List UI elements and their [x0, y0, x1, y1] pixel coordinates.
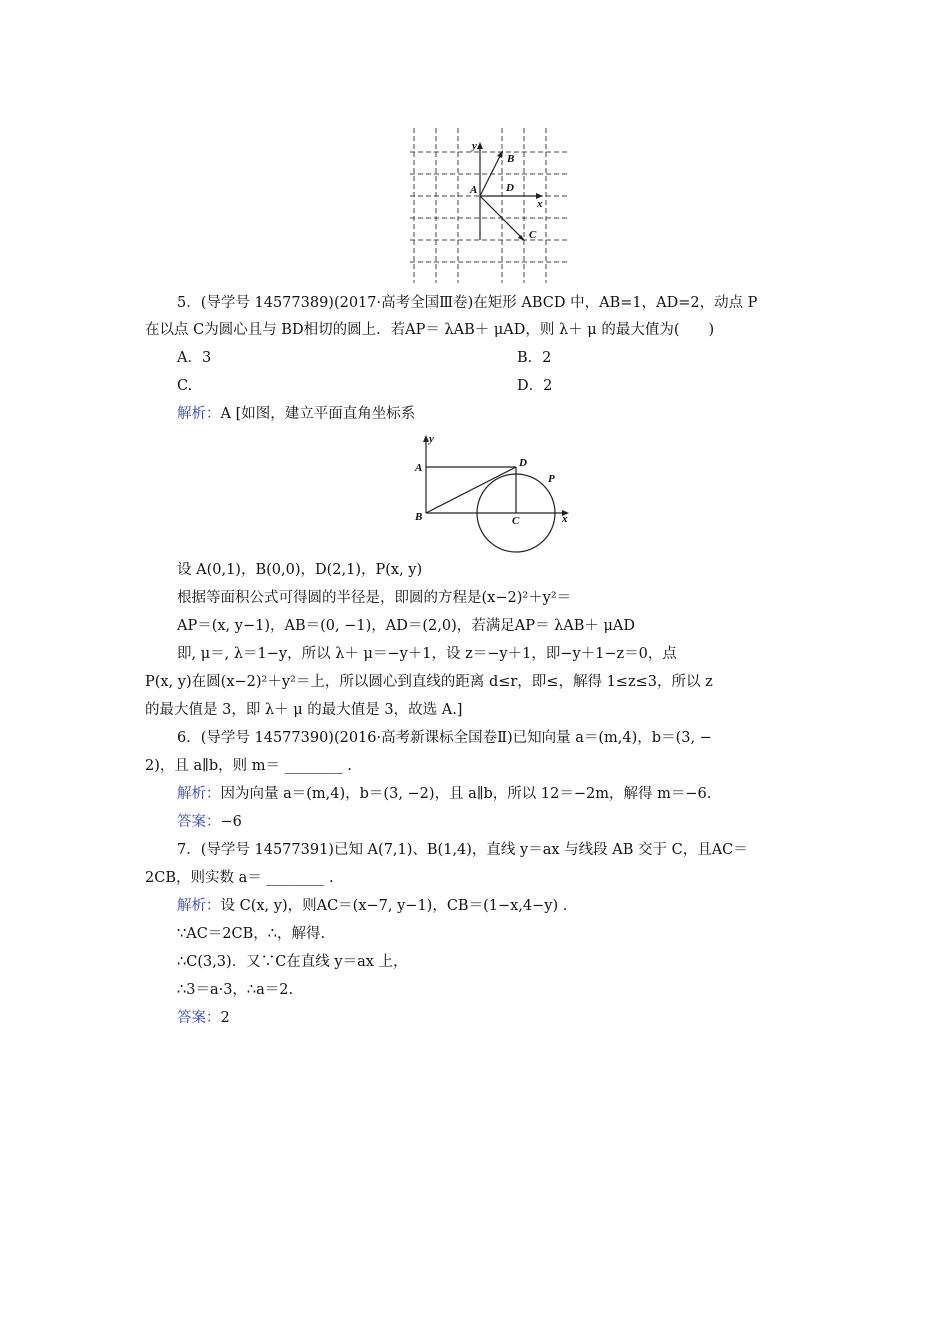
q5-line: 的最大值是 3，即 λ＋ μ 的最大值是 3，故选 A.] [145, 702, 463, 718]
q5-line: P(x, y)在圆(x−2)²＋y²＝上，所以圆心到直线的距离 d≤r，即≤，解得 1≤z≤3，所以 z [145, 674, 713, 690]
q5-line1: 5．(导学号 14577389)(2017·高考全国Ⅲ卷)在矩形 ABCD 中，AB=1，AD=2，动点 P [177, 295, 758, 311]
q7-analysis-label: 解析： [177, 898, 221, 914]
q5-option-a: A．3 [177, 350, 212, 366]
label-a: A [470, 184, 478, 196]
label-y: y [429, 433, 434, 445]
q7-answer-label: 答案： [177, 1010, 221, 1026]
label-d: D [519, 457, 527, 469]
rectangle-circle-figure [408, 430, 583, 555]
q6-answer-label: 答案： [177, 814, 221, 830]
label-b: B [415, 511, 423, 523]
q6-line2: 2)，且 a∥b，则 m＝ ________ . [145, 758, 352, 774]
q7-answer [177, 1008, 230, 1028]
q6-analysis-text: 因为向量 a＝(m,4)，b＝(3, −2)，且 a∥b，所以 12＝−2m，解得 m＝−6. [220, 786, 712, 802]
vector-grid-figure [405, 125, 575, 285]
q7-analysis-text: 设 C(x, y)，则AC＝(x−7, y−1)，CB＝(1−x,4−y) . [220, 898, 568, 914]
label-c: C [529, 229, 537, 241]
q7-answer-value: 2 [220, 1010, 230, 1026]
q5-line: AP＝(x, y−1)，AB＝(0, −1)，AD＝(2,0)，若满足AP＝ λAB＋ μAD [177, 618, 636, 634]
q5-analysis-label: 解析： [177, 406, 221, 422]
q5-line: 设 A(0,1)，B(0,0)，D(2,1)，P(x, y) [177, 562, 423, 578]
q7-line: ∴C(3,3)．又∵C在直线 y＝ax 上， [177, 954, 408, 970]
q6-line1: 6．(导学号 14577390)(2016·高考新课标全国卷Ⅱ)已知向量 a＝(m,4)，b＝(3, − [177, 730, 712, 746]
q5-line2: 在以点 C为圆心且与 BD相切的圆上．若AP＝ λAB＋ μAD，则 λ＋ μ 的最大值为( ) [145, 322, 715, 338]
vector-ab-arrow [497, 150, 503, 158]
label-x: x [562, 513, 568, 525]
q5-analysis-text: A [如图，建立平面直角坐标系 [220, 406, 416, 422]
q6-answer [177, 812, 242, 832]
label-p: P [548, 473, 555, 485]
q7-analysis [177, 896, 567, 916]
label-c: C [512, 515, 520, 527]
label-d: D [506, 182, 514, 194]
q6-analysis [177, 784, 711, 804]
q5-line: 即, μ＝, λ＝1−y，所以 λ＋ μ＝−y＋1，设 z＝−y＋1，即−y＋1−z＝0，点 [177, 646, 677, 662]
q5-option-d: D．2 [517, 378, 553, 394]
q5-option-b: B．2 [517, 350, 552, 366]
label-y: y [472, 140, 477, 152]
q6-analysis-label: 解析： [177, 786, 221, 802]
diagonal-bd [426, 467, 516, 513]
q7-line1: 7．(导学号 14577391)已知 A(7,1)、B(1,4)，直线 y＝ax 与线段 AB 交于 C，且AC＝ [177, 842, 748, 858]
q7-line2: 2CB，则实数 a＝ ________ . [145, 870, 334, 886]
q7-line: ∴3＝a·3，∴a＝2. [177, 982, 294, 998]
q5-analysis [177, 404, 415, 424]
q5-line: 根据等面积公式可得圆的半径是，即圆的方程是(x−2)²＋y²＝ [177, 590, 572, 606]
q6-answer-value: −6 [220, 814, 242, 830]
q7-line: ∵AC＝2CB，∴，解得. [177, 926, 326, 942]
y-axis-arrow [477, 142, 483, 149]
label-x: x [537, 198, 543, 210]
label-b: B [507, 153, 515, 165]
q5-option-c: C. [177, 378, 193, 394]
label-a: A [415, 462, 423, 474]
